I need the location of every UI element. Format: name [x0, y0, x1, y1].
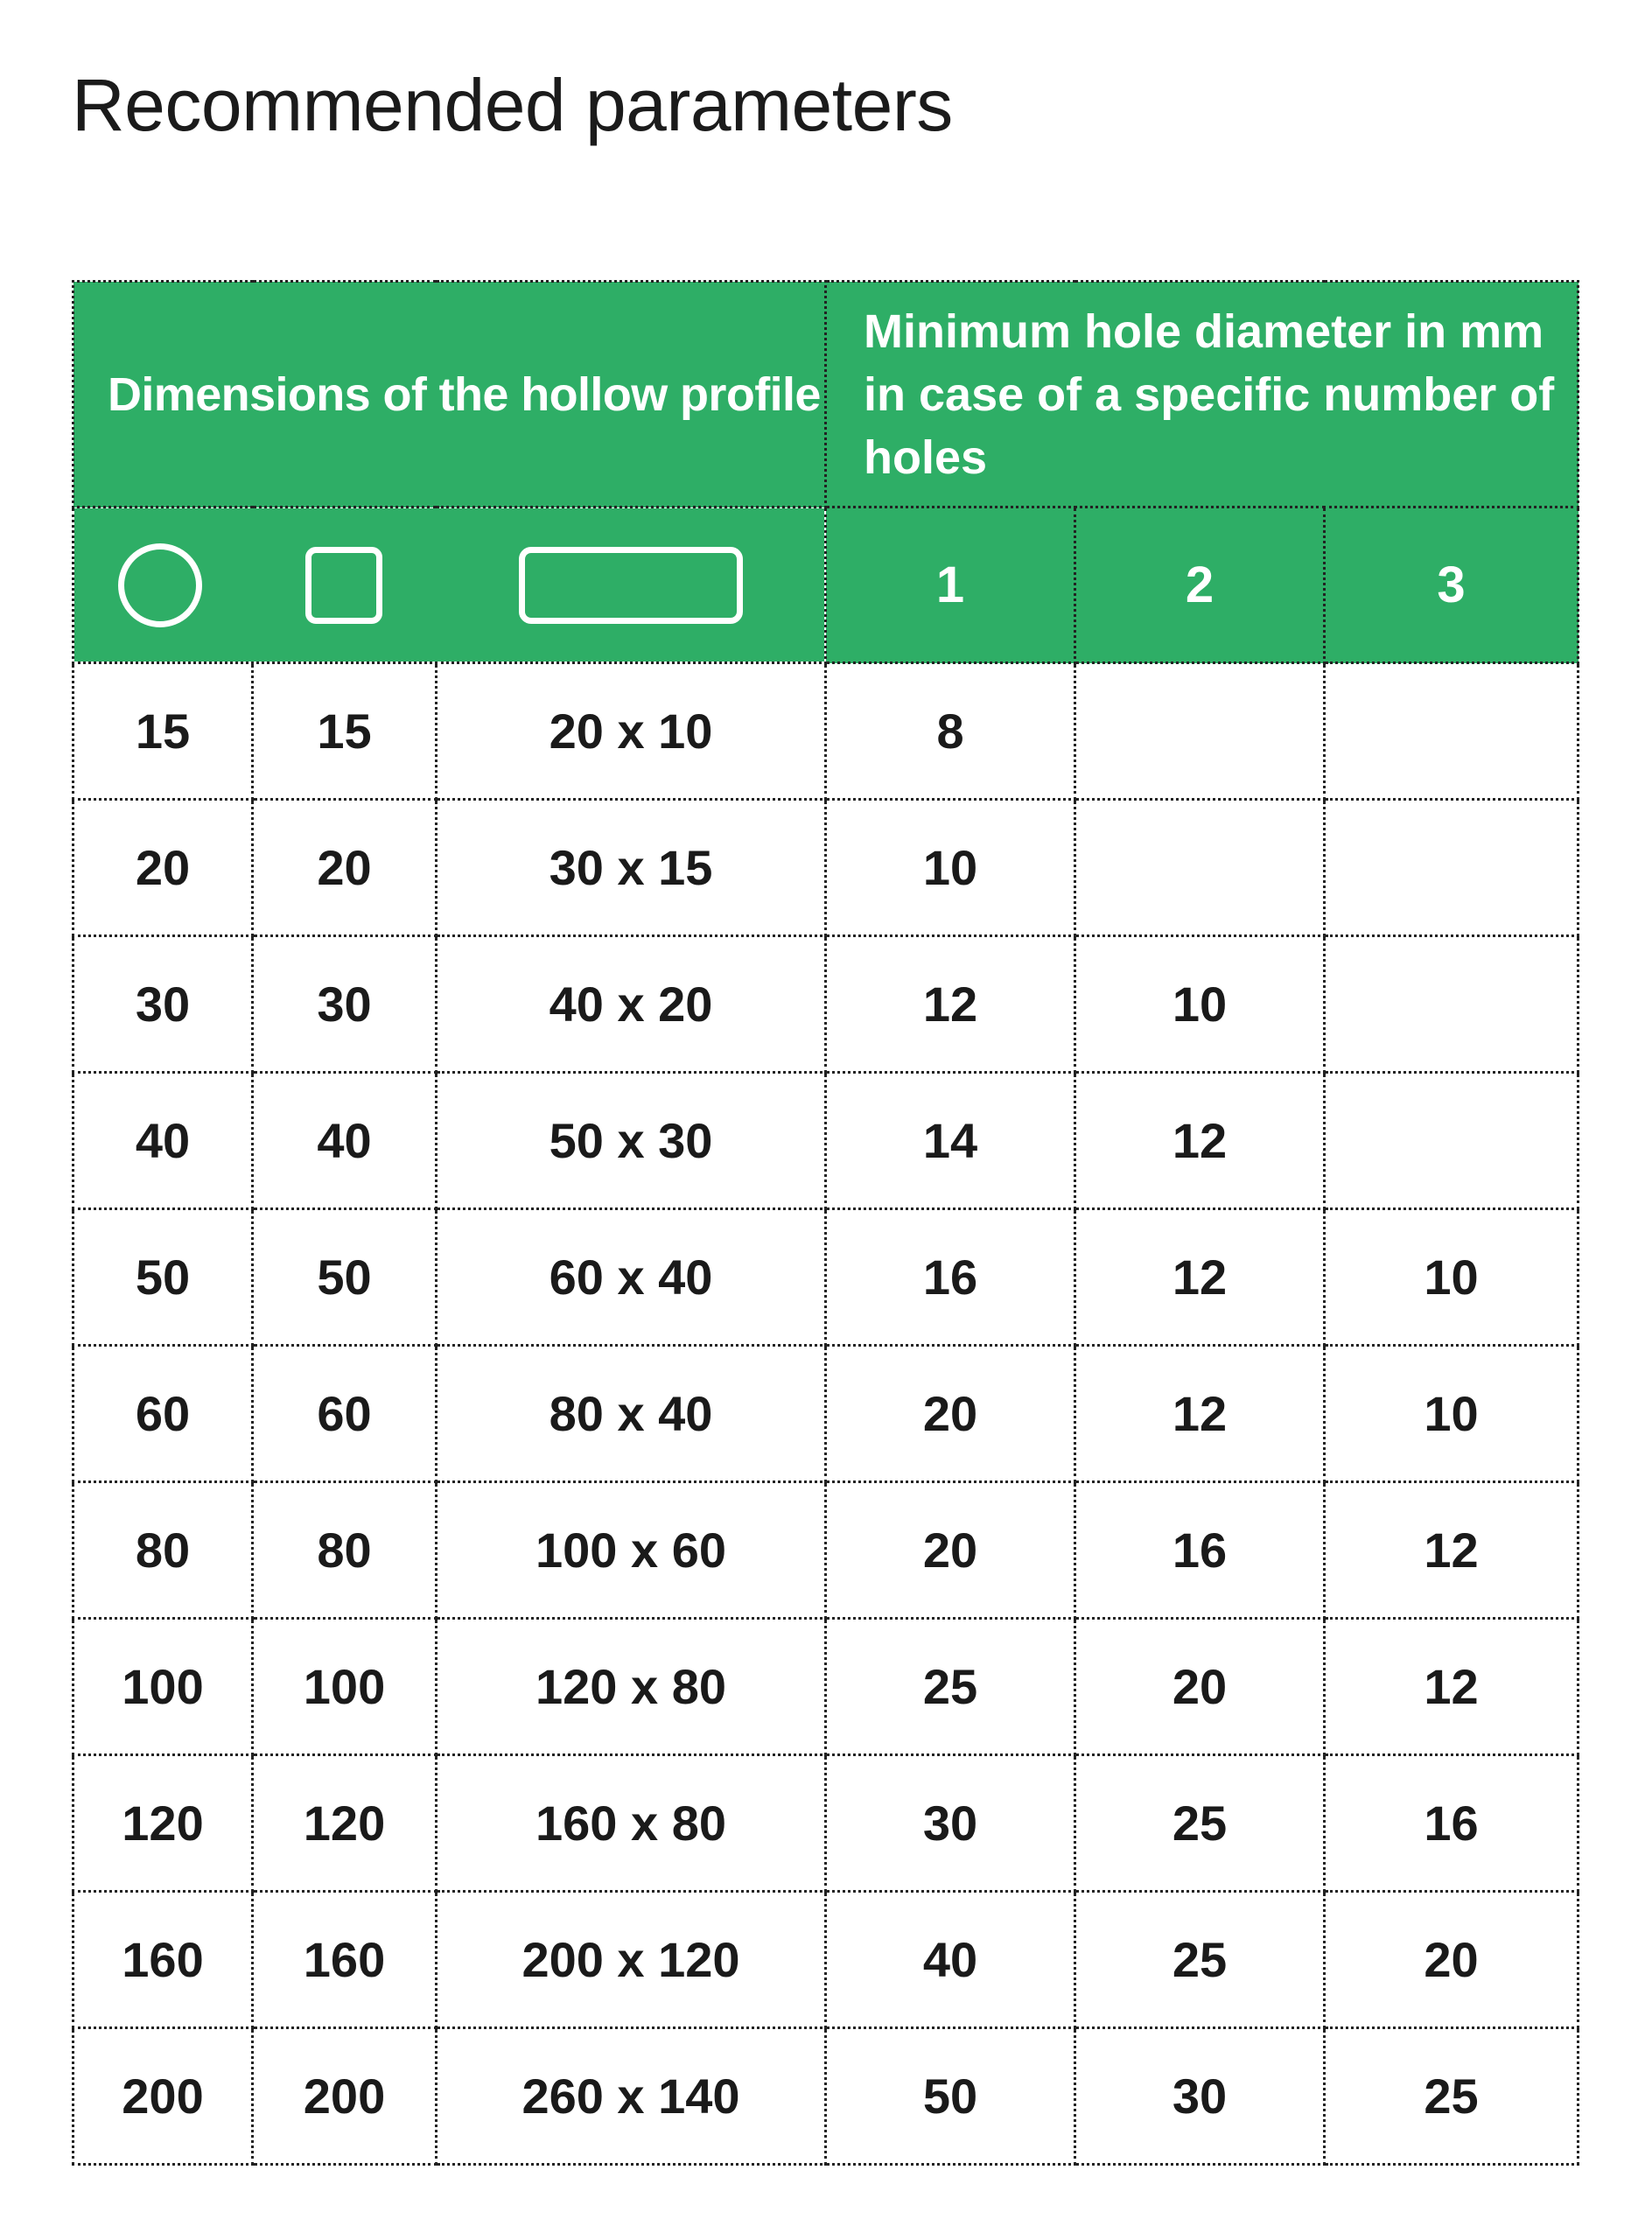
cell-holes-1: 8	[826, 663, 1075, 800]
cell-circle: 50	[74, 1209, 253, 1346]
circle-icon	[118, 543, 202, 627]
cell-holes-2: 12	[1075, 1073, 1325, 1209]
cell-holes-3: 25	[1325, 2028, 1578, 2165]
cell-square: 120	[253, 1755, 437, 1892]
cell-holes-2: 16	[1075, 1482, 1325, 1619]
cell-rectangle: 50 x 30	[437, 1073, 826, 1209]
table-body	[74, 663, 1578, 2165]
cell-holes-1: 40	[826, 1892, 1075, 2028]
cell-circle: 100	[74, 1619, 253, 1755]
cell-holes-3	[1325, 663, 1578, 800]
cell-circle: 30	[74, 936, 253, 1073]
table-row	[74, 1346, 1578, 1482]
cell-holes-1: 10	[826, 800, 1075, 936]
cell-holes-2: 30	[1075, 2028, 1325, 2165]
table-row	[74, 2028, 1578, 2165]
cell-square: 15	[253, 663, 437, 800]
cell-holes-1: 20	[826, 1482, 1075, 1619]
cell-holes-1: 25	[826, 1619, 1075, 1755]
cell-holes-1: 16	[826, 1209, 1075, 1346]
table-row	[74, 1482, 1578, 1619]
cell-circle: 120	[74, 1755, 253, 1892]
cell-holes-2: 12	[1075, 1346, 1325, 1482]
cell-rectangle: 30 x 15	[437, 800, 826, 936]
cell-holes-1: 14	[826, 1073, 1075, 1209]
cell-rectangle: 40 x 20	[437, 936, 826, 1073]
cell-square: 200	[253, 2028, 437, 2165]
cell-circle: 20	[74, 800, 253, 936]
table-row	[74, 1892, 1578, 2028]
table-row	[74, 800, 1578, 936]
cell-circle: 160	[74, 1892, 253, 2028]
cell-holes-2: 20	[1075, 1619, 1325, 1755]
cell-circle: 60	[74, 1346, 253, 1482]
cell-circle: 80	[74, 1482, 253, 1619]
cell-square: 30	[253, 936, 437, 1073]
cell-circle: 15	[74, 663, 253, 800]
cell-holes-3: 10	[1325, 1209, 1578, 1346]
cell-square: 40	[253, 1073, 437, 1209]
cell-square: 100	[253, 1619, 437, 1755]
cell-holes-3: 20	[1325, 1892, 1578, 2028]
table-row	[74, 1073, 1578, 1209]
header-profile-dimensions: Dimensions of the hollow profile	[74, 282, 826, 508]
cell-holes-2	[1075, 663, 1325, 800]
cell-holes-2: 25	[1075, 1755, 1325, 1892]
header-row-sub	[74, 508, 1578, 663]
header-min-hole-diameter: Minimum hole diameter in mm in case of a specific number of holes	[826, 282, 1578, 508]
cell-rectangle: 160 x 80	[437, 1755, 826, 1892]
cell-holes-3: 16	[1325, 1755, 1578, 1892]
header-row-main	[74, 282, 1578, 508]
cell-holes-2: 12	[1075, 1209, 1325, 1346]
cell-rectangle: 260 x 140	[437, 2028, 826, 2165]
cell-holes-3	[1325, 936, 1578, 1073]
header-holes-1: 1	[826, 508, 1075, 663]
cell-square: 20	[253, 800, 437, 936]
table-row	[74, 663, 1578, 800]
square-icon	[305, 547, 382, 624]
cell-holes-2: 25	[1075, 1892, 1325, 2028]
table-row	[74, 1619, 1578, 1755]
cell-rectangle: 60 x 40	[437, 1209, 826, 1346]
cell-square: 160	[253, 1892, 437, 2028]
cell-holes-2	[1075, 800, 1325, 936]
cell-holes-1: 20	[826, 1346, 1075, 1482]
header-holes-3: 3	[1325, 508, 1578, 663]
table-row	[74, 936, 1578, 1073]
parameters-table	[72, 280, 1579, 2166]
cell-rectangle: 200 x 120	[437, 1892, 826, 2028]
profile-shape-icons	[74, 508, 826, 663]
cell-holes-1: 30	[826, 1755, 1075, 1892]
cell-holes-3: 12	[1325, 1619, 1578, 1755]
cell-rectangle: 80 x 40	[437, 1346, 826, 1482]
cell-holes-2: 10	[1075, 936, 1325, 1073]
cell-rectangle: 120 x 80	[437, 1619, 826, 1755]
cell-square: 60	[253, 1346, 437, 1482]
cell-holes-1: 50	[826, 2028, 1075, 2165]
cell-rectangle: 100 x 60	[437, 1482, 826, 1619]
cell-circle: 200	[74, 2028, 253, 2165]
cell-rectangle: 20 x 10	[437, 663, 826, 800]
cell-square: 80	[253, 1482, 437, 1619]
table-row	[74, 1209, 1578, 1346]
cell-holes-3: 10	[1325, 1346, 1578, 1482]
table-row	[74, 1755, 1578, 1892]
cell-holes-3	[1325, 800, 1578, 936]
cell-square: 50	[253, 1209, 437, 1346]
cell-holes-1: 12	[826, 936, 1075, 1073]
page-title: Recommended parameters	[72, 64, 953, 146]
cell-circle: 40	[74, 1073, 253, 1209]
cell-holes-3: 12	[1325, 1482, 1578, 1619]
header-holes-2: 2	[1075, 508, 1325, 663]
rectangle-icon	[519, 547, 743, 624]
cell-holes-3	[1325, 1073, 1578, 1209]
